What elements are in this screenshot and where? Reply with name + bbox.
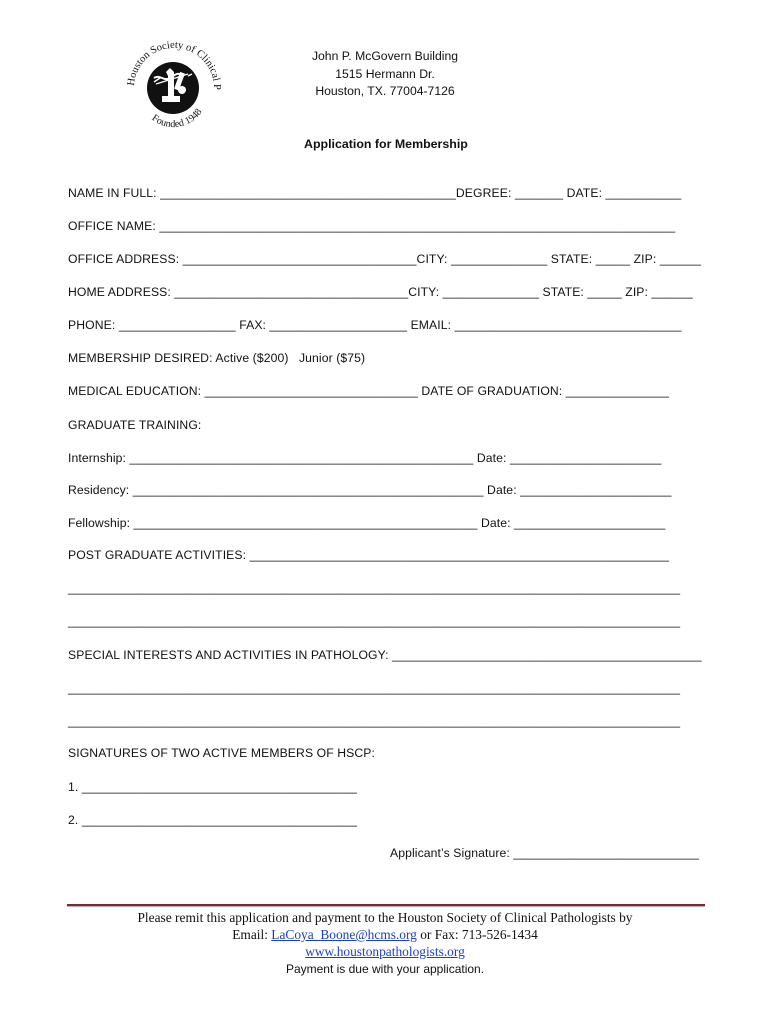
phone-fax-email-field[interactable]: PHONE: _________________ FAX: ____________________ EMAIL: _________________________________: [68, 318, 682, 332]
office-name-field[interactable]: OFFICE NAME: ___________________________________________________________________________: [68, 219, 676, 233]
address-block: [280, 48, 490, 101]
post-graduate-line-2[interactable]: _________________________________________________________________________________________: [68, 581, 681, 595]
membership-row: [68, 351, 365, 365]
post-graduate-line-3[interactable]: _________________________________________________________________________________________: [68, 614, 681, 628]
address-line-street: 1515 Hermann Dr.: [335, 66, 435, 81]
applicant-signature-field[interactable]: Applicant’s Signature: ___________________________: [390, 846, 700, 860]
email-link[interactable]: LaCoya_Boone@hcms.org: [271, 927, 417, 942]
name-degree-date-field[interactable]: NAME IN FULL: ___________________________________________DEGREE: _______ DATE: ___________: [68, 186, 682, 200]
membership-label: MEMBERSHIP DESIRED:: [68, 351, 213, 365]
member-signature-2[interactable]: 2. ________________________________________: [68, 813, 357, 827]
fax-text: or Fax: 713-526-1434: [416, 927, 538, 942]
website-link[interactable]: www.houstonpathologists.org: [305, 944, 465, 959]
remit-instructions: Please remit this application and payment to the Houston Society of Clinical Pathologists by: [137, 910, 633, 925]
signatures-heading: SIGNATURES OF TWO ACTIVE MEMBERS OF HSCP:: [68, 746, 376, 760]
society-seal-logo: [118, 38, 228, 130]
form-title: Application for Membership: [304, 137, 468, 151]
address-line-city: Houston, TX. 77004-7126: [315, 84, 455, 98]
website-row: [0, 944, 770, 960]
residency-field[interactable]: Residency: ___________________________________________________ Date: ______________________: [68, 483, 672, 497]
seal-text-top: Houston Society of Clinical P: [125, 39, 223, 91]
special-interests-line-3[interactable]: _________________________________________________________________________________________: [68, 714, 681, 728]
fellowship-field[interactable]: Fellowship: __________________________________________________ Date: ______________________: [68, 516, 666, 530]
office-address-field[interactable]: OFFICE ADDRESS: __________________________________CITY: ______________ STATE: _____ ZIP: ______: [68, 252, 702, 266]
internship-field[interactable]: Internship: __________________________________________________ Date: ______________________: [68, 451, 662, 465]
special-interests-line-2[interactable]: _________________________________________________________________________________________: [68, 681, 681, 695]
membership-junior-option[interactable]: Junior ($75): [298, 351, 366, 365]
member-signature-1[interactable]: 1. ________________________________________: [68, 780, 357, 794]
email-label: Email:: [232, 927, 272, 942]
payment-note: Payment is due with your application.: [285, 962, 485, 976]
seal-text-bottom: Founded 1948: [149, 106, 205, 130]
special-interests-field[interactable]: SPECIAL INTERESTS AND ACTIVITIES IN PATHOLOGY: _____________________________________________: [68, 648, 702, 662]
graduate-training-heading: GRADUATE TRAINING:: [68, 418, 202, 432]
address-line-building: John P. McGovern Building: [311, 49, 459, 63]
footer-divider: [67, 904, 705, 906]
post-graduate-field[interactable]: POST GRADUATE ACTIVITIES: _____________________________________________________________: [68, 548, 670, 562]
contact-line: [0, 927, 770, 943]
membership-active-option[interactable]: Active ($200): [215, 351, 289, 365]
home-address-field[interactable]: HOME ADDRESS: __________________________________CITY: ______________ STATE: _____ ZIP: ______: [68, 285, 693, 299]
medical-education-field[interactable]: MEDICAL EDUCATION: _______________________________ DATE OF GRADUATION: _______________: [68, 384, 669, 398]
